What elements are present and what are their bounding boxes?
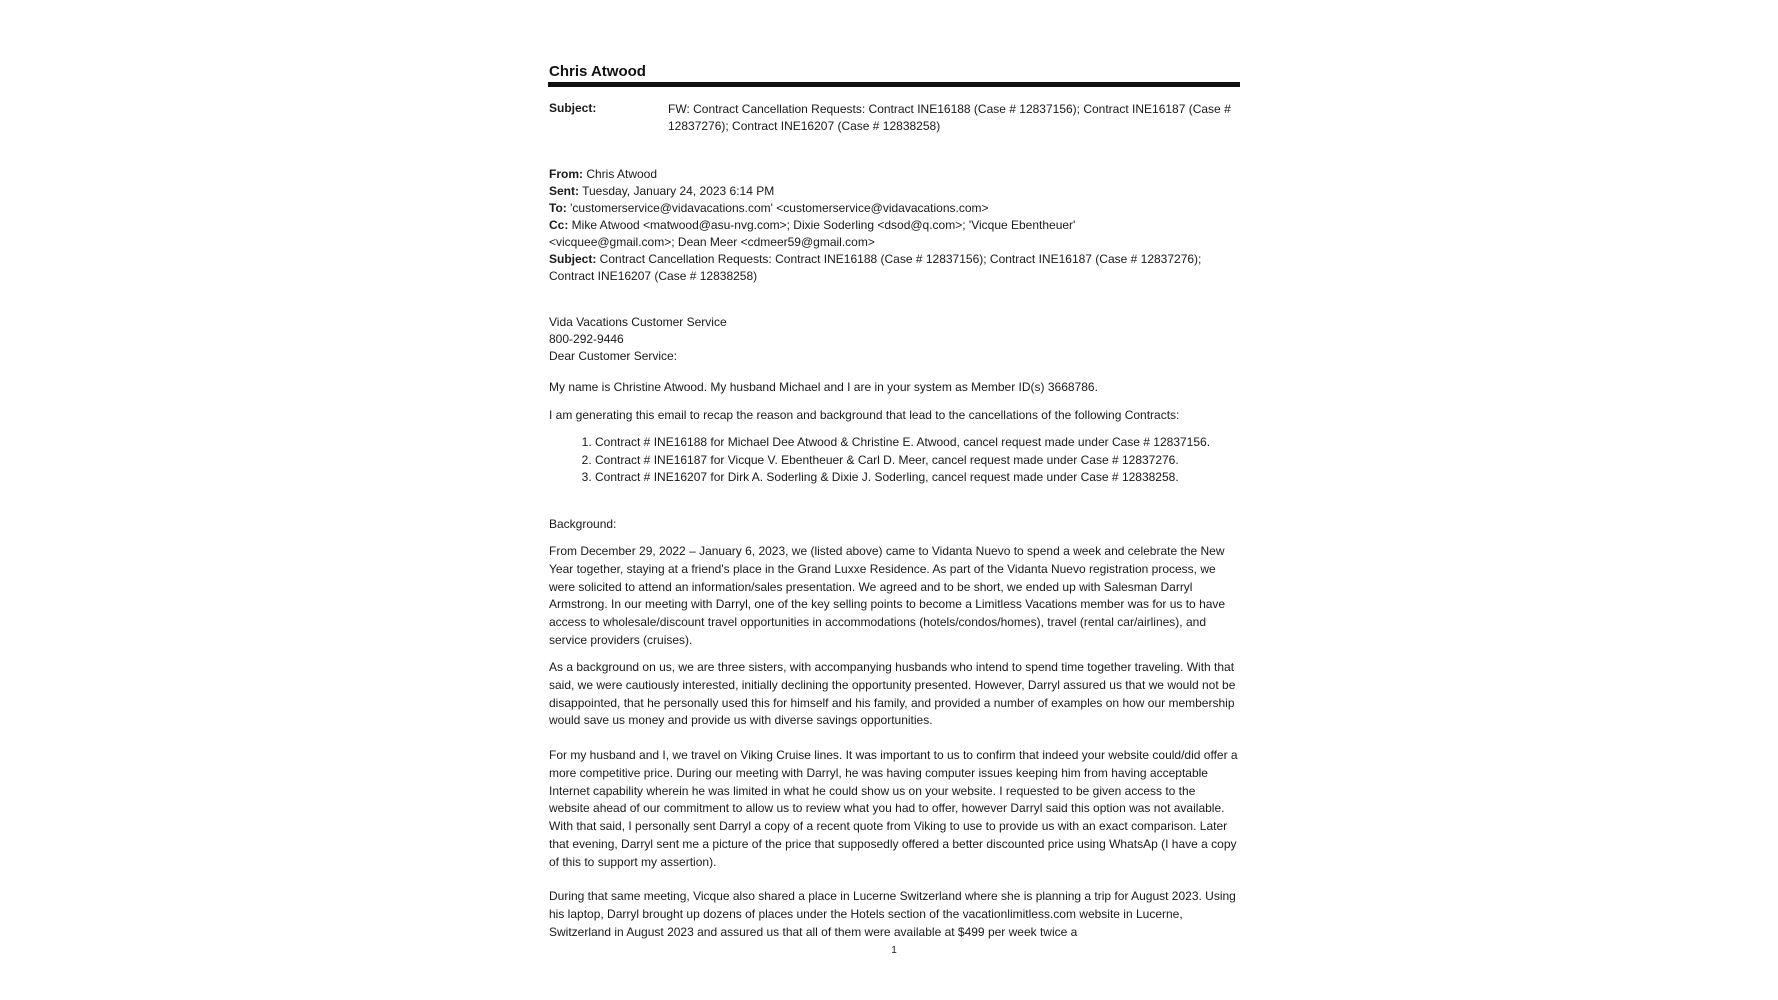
recipient-block — [549, 314, 1239, 365]
header-subject-line — [549, 251, 1239, 285]
recipient-name: Vida Vacations Customer Service — [549, 315, 727, 329]
cc-label: Cc: — [549, 218, 569, 232]
from-value: Chris Atwood — [583, 167, 658, 181]
sender-name: Chris Atwood — [549, 63, 646, 80]
subject-label: Subject: — [549, 101, 597, 115]
background-heading: Background: — [549, 517, 617, 531]
to-line — [549, 200, 1239, 217]
from-label: From: — [549, 167, 583, 181]
to-value: 'customerservice@vidavacations.com' <customerservice@vidavacations.com> — [566, 201, 989, 215]
paragraph-2: As a background on us, we are three sisters, with accompanying husbands who intend to spend time together traveling. With that said, we were cautiously interested, initially declining the opportunity presented. However, Darryl assured us that we would not be disappointed, that he personally used this for himself and his family, and provided a number of examples on how our membership would save us money and provide us with diverse savings opportunities. — [549, 660, 1236, 728]
intro-paragraph: My name is Christine Atwood. My husband Michael and I are in your system as Member ID(s) 3668786. — [549, 380, 1098, 394]
subject-value: FW: Contract Cancellation Requests: Contract INE16188 (Case # 12837156); Contract INE16187 (Case # 12837276); Contract INE16207 (Case # 12838258) — [668, 102, 1231, 133]
sent-line — [549, 183, 1239, 200]
contract-item: 1. Contract # INE16188 for Michael Dee Atwood & Christine E. Atwood, cancel request made under Case # 12837156. — [595, 434, 1239, 452]
contracts-list — [549, 434, 1239, 487]
paragraph-3: For my husband and I, we travel on Viking Cruise lines. It was important to us to confirm that indeed your website could/did offer a more competitive price. During our meeting with Darryl, he was having computer issues keeping him from having acceptable Internet capability wherein he was limited in what he could show us on your website. I requested to be given access to the website ahead of our commitment to allow us to review what you had to offer, however Darryl said this option was not available. With that said, I personally sent Darryl a copy of a recent quote from Viking to use to provide us with an exact comparison. Later that evening, Darryl sent me a picture of the price that supposedly offered a better discounted price using WhatsAp (I have a copy of this to support my assertion). — [549, 748, 1238, 869]
header-rule — [548, 82, 1240, 87]
contract-item: 3. Contract # INE16207 for Dirk A. Soderling & Dixie J. Soderling, cancel request made under Case # 12838258. — [595, 469, 1239, 487]
to-label: To: — [549, 201, 567, 215]
cc-value: Mike Atwood <matwood@asu-nvg.com>; Dixie Soderling <dsod@q.com>; 'Vicque Ebentheuer' <vicquee@gmail.com>; Dean Meer <cdmeer59@gmail.com> — [549, 218, 1076, 249]
paragraph-1: From December 29, 2022 – January 6, 2023, we (listed above) came to Vidanta Nuevo to spend a week and celebrate the New Year together, staying at a friend's place in the Grand Luxxe Residence. As part of the Vidanta Nuevo registration process, we were solicited to attend an information/sales presentation. We agreed and to be short, we ended up with Salesman Darryl Armstrong. In our meeting with Darryl, one of the key selling points to become a Limitless Vacations member was for us to have access to wholesale/discount travel opportunities in accommodations (hotels/condos/homes), travel (rental car/airlines), and service providers (cruises). — [549, 544, 1226, 647]
salutation: Dear Customer Service: — [549, 349, 678, 363]
email-headers — [549, 166, 1239, 285]
paragraph-4: During that same meeting, Vicque also shared a place in Lucerne Switzerland where she is planning a trip for August 2023. Using his laptop, Darryl brought up dozens of places under the Hotels section of the vacationlimitless.com website in Lucerne, Switzerland in August 2023 and assured us that all of them were available at $499 per week twice a — [549, 889, 1236, 939]
purpose-paragraph: I am generating this email to recap the reason and background that lead to the cancellations of the following Contracts: — [549, 408, 1180, 422]
page-number: 1 — [891, 945, 897, 956]
document-page — [549, 0, 1239, 1000]
from-line — [549, 166, 1239, 183]
sent-value: Tuesday, January 24, 2023 6:14 PM — [579, 184, 775, 198]
header-subject-label: Subject: — [549, 252, 597, 266]
sent-label: Sent: — [549, 184, 579, 198]
cc-line — [549, 217, 1109, 251]
contract-item: 2. Contract # INE16187 for Vicque V. Ebentheuer & Carl D. Meer, cancel request made under Case # 12837276. — [595, 452, 1239, 470]
header-subject-value: Contract Cancellation Requests: Contract INE16188 (Case # 12837156); Contract INE16187 (Case # 12837276); Contract INE16207 (Case # 12838258) — [549, 252, 1202, 283]
recipient-phone: 800-292-9446 — [549, 332, 624, 346]
